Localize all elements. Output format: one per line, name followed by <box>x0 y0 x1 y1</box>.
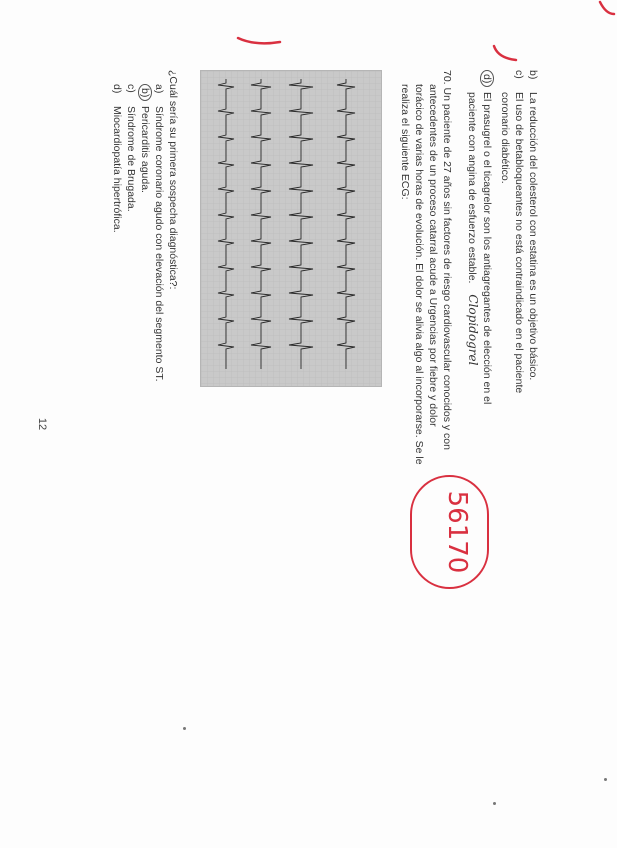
scan-speck <box>183 727 186 730</box>
stamp-number: 56170 <box>442 490 472 574</box>
ecg-image <box>200 70 382 387</box>
handwritten-note: Clopidogrel <box>466 294 480 366</box>
question-line-1: 70. Un paciente de 27 años sin factores de riesgo cardiovascular conocidos y con <box>441 70 453 450</box>
ecg-tracing <box>201 71 381 386</box>
answer-d: d)Miocardiopatía hipertrófica. <box>111 84 123 233</box>
option-d-prev: d)El prasugrel o el ticagrelor son los antiagregantes de elección en el <box>480 70 494 404</box>
answer-b: b)Pericarditis aguda. <box>138 84 152 193</box>
page-number: 12 <box>36 417 49 431</box>
option-d-prev-cont: paciente con angina de esfuerzo estable. Clopidogrel <box>466 92 480 366</box>
answer-a: a)Síndrome coronario agudo con elevación del segmento ST. <box>153 84 165 382</box>
scan-speck <box>604 778 607 781</box>
question-line-2: antecedentes de un proceso catarral acude a Urgencias por fiebre y dolor <box>427 84 439 427</box>
red-handwritten-stamp <box>410 475 489 589</box>
option-c-prev: c)El uso de betabloqueantes no está contraindicado en el paciente <box>513 70 525 394</box>
question-line-3: torácico de varias horas de evolución. El dolor se alivia algo al incorporarse. Se le <box>413 84 425 465</box>
question-prompt: ¿Cuál sería su primera sospecha diagnóstica?: <box>167 70 179 290</box>
scan-speck <box>493 802 496 805</box>
red-check-mark <box>235 30 285 50</box>
answer-c: c)Síndrome de Brugada. <box>125 84 137 212</box>
option-c-prev-cont: coronario diabético. <box>499 92 511 184</box>
option-b-prev: b)La reducción del colesterol con estatina es un objetivo básico. <box>527 70 539 381</box>
red-corner-mark <box>596 0 616 18</box>
question-line-4: realiza el siguiente ECG: <box>399 84 411 200</box>
red-check-mark-2 <box>490 42 520 64</box>
